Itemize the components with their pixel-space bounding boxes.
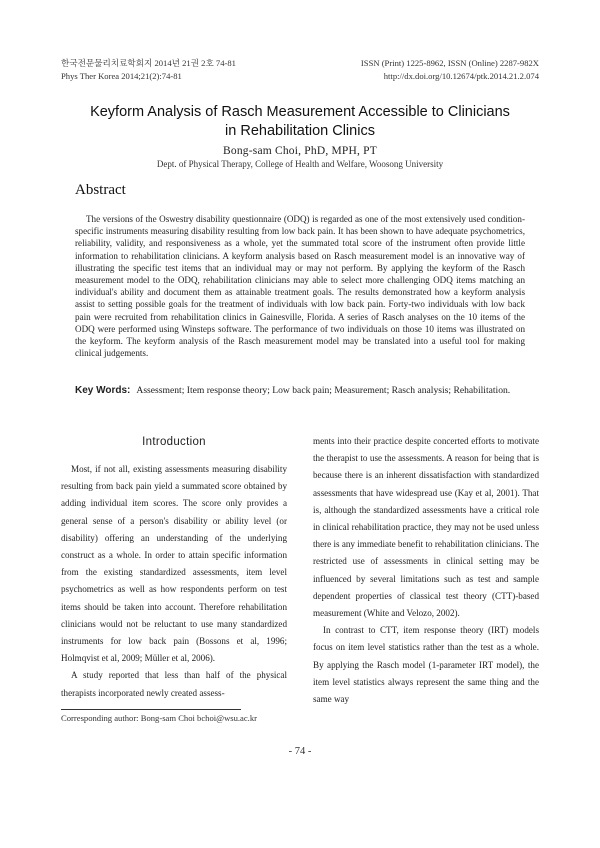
keywords	[75, 385, 525, 397]
intro-paragraph-2: A study reported that less than half of the physical therapists incorporated newly created assess-	[61, 670, 287, 698]
keywords-text: Assessment; Item response theory; Low back pain; Measurement; Rasch analysis; Rehabilitation.	[136, 385, 511, 396]
title-line-2: in Rehabilitation Clinics	[225, 123, 375, 139]
intro-paragraph-2-continued: ments into their practice despite concerted efforts to motivate the therapist to use the assessments. A reason for being that is because there is an inherent dissatisfaction with standardized assessments that have widespread use (Kay et al, 2001). That is, although the standardized assessments have a critical role in clinical rehabilitation practice, they may not be used unless there is any immediate benefit to rehabilitation clinicians. The restricted use of assessments in clinical setting may be influenced by several limitations such as test and sample dependent properties of classical test theory (CTT)-based measurement (White and Velozo, 2002).	[313, 436, 539, 619]
article-title	[40, 103, 560, 141]
journal-citation: Phys Ther Korea 2014;21(2):74-81	[61, 71, 182, 81]
right-column	[313, 433, 539, 708]
abstract-heading: Abstract	[75, 182, 126, 198]
footnote-divider	[61, 709, 241, 710]
corresponding-author-footnote: Corresponding author: Bong-sam Choi bchoi@wsu.ac.kr	[61, 713, 257, 723]
journal-korean-citation: 한국전문물리치료학회지 2014년 21권 2호 74-81	[61, 58, 236, 68]
introduction-heading: Introduction	[142, 436, 206, 448]
doi-link[interactable]: http://dx.doi.org/10.12674/ptk.2014.21.2.074	[383, 71, 539, 81]
keywords-label: Key Words:	[75, 385, 131, 396]
intro-paragraph-1: Most, if not all, existing assessments measuring disability resulting from back pain yield a summated score obtained by adding individual item scores. The score only provides a general sense of a person's disability or ability level (or disability) offering an understanding of the underlying construct as a whole. In order to attain specific information from the existing standardized assessments, item level psychometrics as well as how respondents perform on test items should be taken into account. Therefore rehabilitation clinicians would not be reluctant to use many standardized instruments for low back pain (Bossons et al, 1996; Holmqvist et al, 2009; Müller et al, 2006).	[61, 464, 287, 664]
author-name: Bong-sam Choi, PhD, MPH, PT	[223, 145, 377, 157]
abstract-text: The versions of the Oswestry disability questionnaire (ODQ) is regarded as one of the most extensively used condition-specific instruments measuring disability resulting from low back pain. It has been shown to have adequate psychometrics, reliability, validity, and responsiveness as a whole, yet the summated total score of the instrument often provide little information to rehabilitation clinicians. A keyform analysis based on Rasch measurement model is an innovative way of illustrating the specific test items that an individual may or may not perform. By applying the keyform of the Rasch measurement model to the ODQ, rehabilitation clinicians may able to select more challenging ODQ items matching an individual's ability and document them as attainable treatment goals. The results demonstrated how a keyform analysis assist to setting possible goals for the treatment of individuals with low back pain. Forty-two individuals with low back pain were recruited from rehabilitation clinics in Gainesville, Florida. A series of Rasch analyses on the 10 items of the ODQ were performed using Winsteps software. The performance of two individuals on those 10 items was illustrated on the keyform. The keyform analysis of the Rasch measurement model may be translated into a useful tool for making clinical judgements.	[75, 214, 525, 359]
author-affiliation: Dept. of Physical Therapy, College of Health and Welfare, Woosong University	[156, 159, 444, 169]
left-column	[61, 461, 287, 702]
running-header	[61, 57, 539, 83]
page-number: - 74 -	[288, 746, 312, 757]
title-line-1: Keyform Analysis of Rasch Measurement Accessible to Clinicians	[90, 104, 510, 120]
issn: ISSN (Print) 1225-8962, ISSN (Online) 2287-982X	[360, 58, 539, 68]
intro-paragraph-3: In contrast to CTT, item response theory (IRT) models focus on item level statistics rather than the test as a whole. By applying the Rasch model (1-parameter IRT model), the item level statistics always represent the same thing and the same way	[313, 625, 539, 705]
